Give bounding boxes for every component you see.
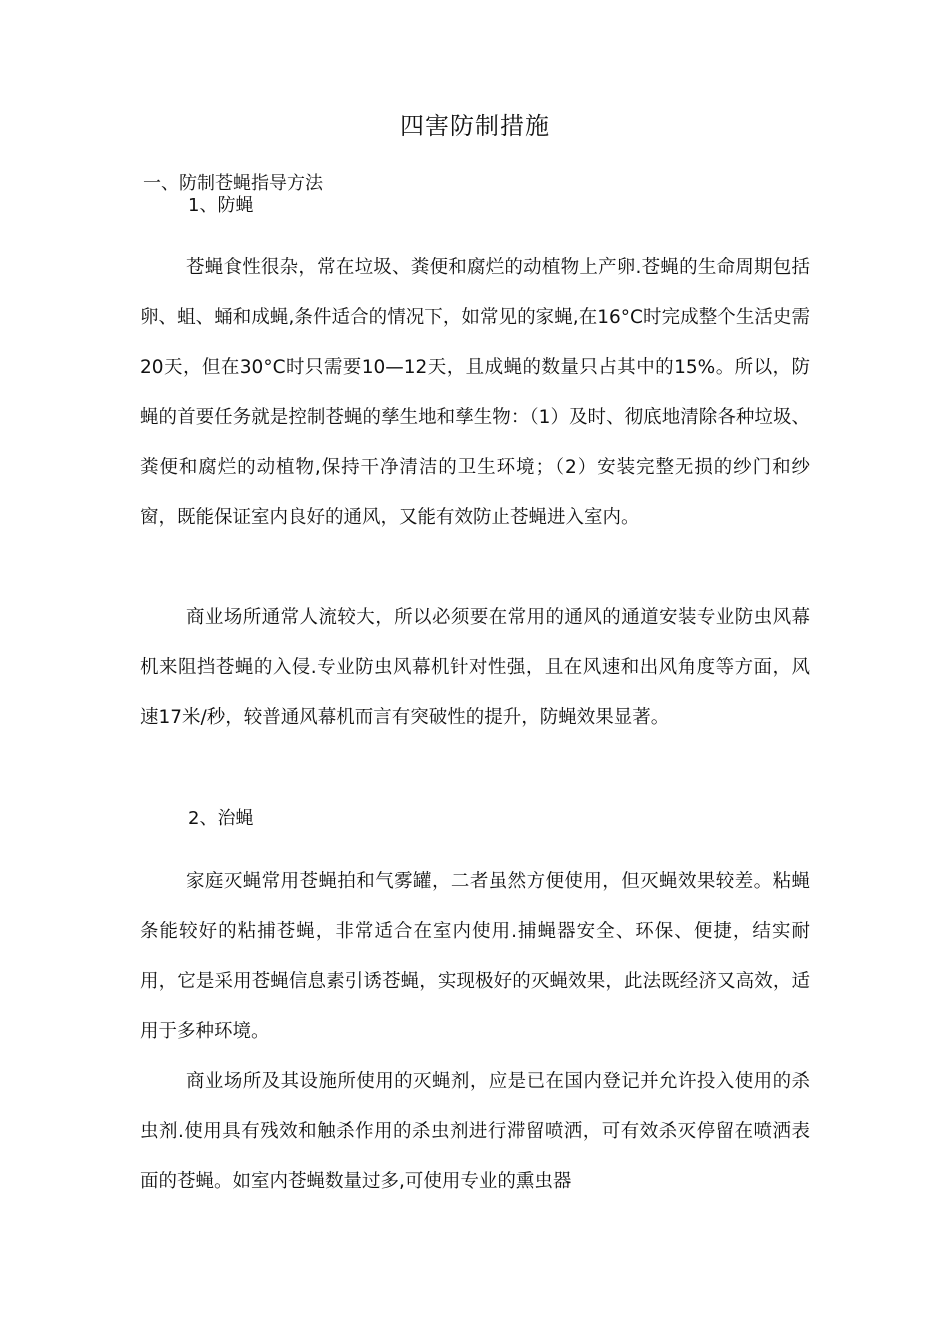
document-title: 四害防制措施 <box>400 112 550 140</box>
paragraph-fly-prevention-1: 苍蝇食性很杂，常在垃圾、粪便和腐烂的动植物上产卵.苍蝇的生命周期包括卵、蛆、蛹和成蝇,条件适合的情况下，如常见的家蝇,在16°C时完成整个生活史需20天，但在30°C时只需要10—12天，且成蝇的数量只占其中的15%。所以，防蝇的首要任务就是控制苍蝇的孳生地和孳生物：（1）及时、彻底地清除各种垃圾、粪便和腐烂的动植物,保持干净清洁的卫生环境；（2）安装完整无损的纱门和纱窗，既能保证室内良好的通风，又能有效防止苍蝇进入室内。 <box>140 257 810 528</box>
section-heading-fly-control: 一、防制苍蝇指导方法 <box>143 173 323 194</box>
subheading-fly-treatment: 2、治蝇 <box>188 808 254 829</box>
paragraph-fly-treatment-2: 商业场所及其设施所使用的灭蝇剂，应是已在国内登记并允许投入使用的杀虫剂.使用具有残效和触杀作用的杀虫剂进行滞留喷洒，可有效杀灭停留在喷洒表面的苍蝇。如室内苍蝇数量过多,可使用专业的熏虫器 <box>140 1071 810 1192</box>
paragraph-fly-prevention-2: 商业场所通常人流较大，所以必须要在常用的通风的通道安装专业防虫风幕机来阻挡苍蝇的入侵.专业防虫风幕机针对性强，且在风速和出风角度等方面，风速17米/秒，较普通风幕机而言有突破性的提升，防蝇效果显著。 <box>140 607 810 728</box>
subheading-fly-prevention: 1、防蝇 <box>188 195 254 216</box>
paragraph-fly-treatment-1: 家庭灭蝇常用苍蝇拍和气雾罐，二者虽然方便使用，但灭蝇效果较差。粘蝇条能较好的粘捕苍蝇，非常适合在室内使用.捕蝇器安全、环保、便捷，结实耐用，它是采用苍蝇信息素引诱苍蝇，实现极好的灭蝇效果，此法既经济又高效，适用于多种环境。 <box>140 871 810 1042</box>
